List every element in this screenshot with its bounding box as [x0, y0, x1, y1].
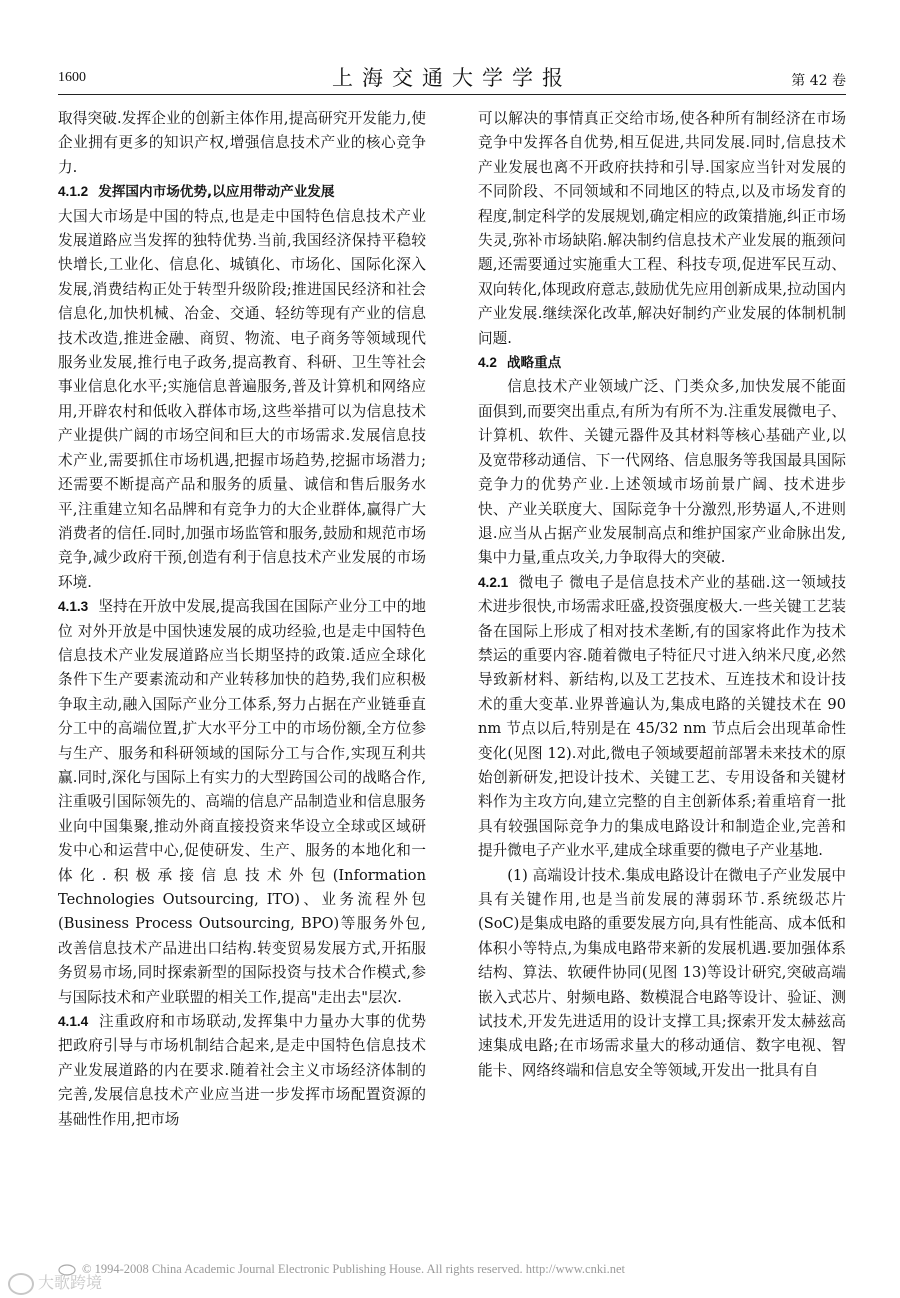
left-column	[58, 107, 426, 1132]
paragraph-text: 注重政府和市场联动,发挥集中力量办大事的优势 把政府引导与市场机制结合起来,是走中国特色信息技术产业发展道路的内在要求.随着社会主义市场经济体制的完善,发展信息技术产业应当进一步发挥市场配置资源的基础性作用,把市场	[58, 1013, 426, 1128]
paragraph: 取得突破.发挥企业的创新主体作用,提高研究开发能力,使企业拥有更多的知识产权,增强信息技术产业的核心竞争力.	[58, 110, 426, 176]
page-number: 1600	[58, 70, 86, 85]
paragraph-text: 坚持在开放中发展,提高我国在国际产业分工中的地位 对外开放是中国快速发展的成功经验,也是走中国特色信息技术产业发展道路应当长期坚持的政策.适应全球化条件下生产要素流动和产业转移加快的趋势,我们应积极争取主动,融入国际产业分工体系,努力占据在产业链垂直分工中的高端位置,扩大水平分工中的市场份额,全方位参与生产、服务和科研领域的国际分工与合作,实现互利共赢.同时,深化与国际上有实力的大型跨国公司的战略合作,注重吸引国际领先的、高端的信息产品制造业和信息服务业向中国集聚,推动外商直接投资来华设立全球或区域研发中心和运营中心,促使研发、生产、服务的本地化和一体化.积极承接信息技术外包(Information Technologies Outsourcing, ITO)、业务流程外包(Business Process Outsourcing, BPO)等服务外包,改善信息技术产品进出口结构.转变贸易发展方式,开拓服务贸易市场,同时探索新型的国际投资与技术合作模式,参与国际技术和产业联盟的相关工作,提高"走出去"层次.	[58, 598, 426, 1006]
watermark	[8, 1270, 102, 1295]
paragraph-text: 微电子 微电子是信息技术产业的基础.这一领域技术进步很快,市场需求旺盛,投资强度极大.一些关键工艺装备在国际上形成了相对技术垄断,有的国家将此作为技术禁运的重要内容.随着微电子特征尺寸进入纳米尺度,必然导致新材料、新结构,以及工艺技术、互连技术和设计技术的重大变革.业界普遍认为,集成电路的关键技术在 90 nm 节点以后,特别是在 45/32 nm 节点后会出现革命性变化(见图 12).对此,微电子领域要超前部署未来技术的原始创新研发,把设计技术、关键工艺、专用设备和关键材料作为主攻方向,建立完整的自主创新体系;着重培育一批具有较强国际竞争力的集成电路设计和制造企业,完善和提升微电子产业水平,建成全球重要的微电子产业基地.	[478, 573, 846, 860]
paragraph	[478, 571, 846, 864]
right-column	[478, 107, 846, 1083]
watermark-text: 大歌跨境	[38, 1273, 103, 1292]
paragraph: 可以解决的事情真正交给市场,使各种所有制经济在市场竞争中发挥各自优势,相互促进,共同发展.同时,信息技术产业发展也离不开政府扶持和引导.国家应当针对发展的不同阶段、不同领域和不同地区的特点,以及市场发育的程度,制定科学的发展规划,确定相应的政策措施,纠正市场失灵,弥补市场缺陷.解决制约信息技术产业发展的瓶颈问题,还需要通过实施重大工程、科技专项,促进军民互动、双向转化,体现政府意志,鼓励优先应用创新成果,拉动国内产业发展.继续深化改革,解决好制约产业发展的体制机制问题.	[478, 110, 846, 347]
section-number: 4.2.1	[478, 574, 509, 590]
section-number: 4.2	[478, 355, 497, 371]
section-title: 战略重点	[506, 355, 562, 372]
running-header	[58, 62, 846, 90]
header-rule	[58, 94, 846, 95]
section-number: 4.1.3	[58, 599, 89, 615]
volume-label: 第 42 卷	[791, 73, 846, 89]
copyright-footer	[58, 1262, 898, 1277]
section-heading	[58, 180, 426, 204]
section-title: 发挥国内市场优势,以应用带动产业发展	[98, 184, 335, 201]
watermark-logo-icon	[8, 1273, 34, 1295]
section-number: 4.1.2	[58, 184, 89, 200]
journal-title: 上海交通大学学报	[332, 66, 572, 90]
paragraph: (1) 高端设计技术.集成电路设计在微电子产业发展中具有关键作用,也是当前发展的薄弱环节.系统级芯片(SoC)是集成电路的重要发展方向,具有性能高、成本低和体积小等特点,为集成电路带来新的发展机遇.要加强体系结构、算法、软硬件协同(见图 13)等设计研究,突破高端嵌入式芯片、射频电路、数模混合电路等设计、验证、测试技术,开发先进适用的设计支撑工具;探索开发太赫兹高速集成电路;在市场需求量大的移动通信、数字电视、智能卡、网络终端和信息安全等领域,开发出一批具有自	[478, 866, 846, 1079]
copyright-text: © 1994-2008 China Academic Journal Electronic Publishing House. All rights reserved. http://www.cnki.net	[82, 1262, 625, 1276]
paragraph: 大国大市场是中国的特点,也是走中国特色信息技术产业发展道路应当发挥的独特优势.当前,我国经济保持平稳较快增长,工业化、信息化、城镇化、市场化、国际化深入发展,消费结构正处于转型升级阶段;推进国民经济和社会信息化,加快机械、冶金、交通、轻纺等现有产业的信息技术改造,推进金融、商贸、物流、电子商务等领域现代服务业发展,推行电子政务,提高教育、科研、卫生等社会事业信息化水平;实施信息普遍服务,普及计算机和网络应用,开辟农村和低收入群体市场,这些举措可以为信息技术产业提供广阔的市场空间和巨大的市场需求.发展信息技术产业,需要抓住市场机遇,把握市场趋势,挖掘市场潜力;还需要不断提高产品和服务的质量、诚信和售后服务水平,注重建立知名品牌和有竞争力的大企业群体,赢得广大消费者的信任.同时,加强市场监管和服务,鼓励和规范市场竞争,减少政府干预,创造有利于信息技术产业发展的市场环境.	[58, 207, 426, 591]
paragraph: 信息技术产业领域广泛、门类众多,加快发展不能面面俱到,而要突出重点,有所为有所不为.注重发展微电子、计算机、软件、关键元器件及其材料等核心基础产业,以及宽带移动通信、下一代网络、信息服务等我国最具国际竞争力的优势产业.上述领域市场前景广阔、技术进步快、产业关联度大、国际竞争十分激烈,形势逼人,不进则退.应当从占据产业发展制高点和维护国家产业命脉出发,集中力量,重点攻关,力争取得大的突破.	[478, 378, 846, 567]
section-number: 4.1.4	[58, 1014, 89, 1030]
paragraph	[58, 595, 426, 1010]
paragraph	[58, 1010, 426, 1132]
section-heading	[478, 351, 846, 375]
